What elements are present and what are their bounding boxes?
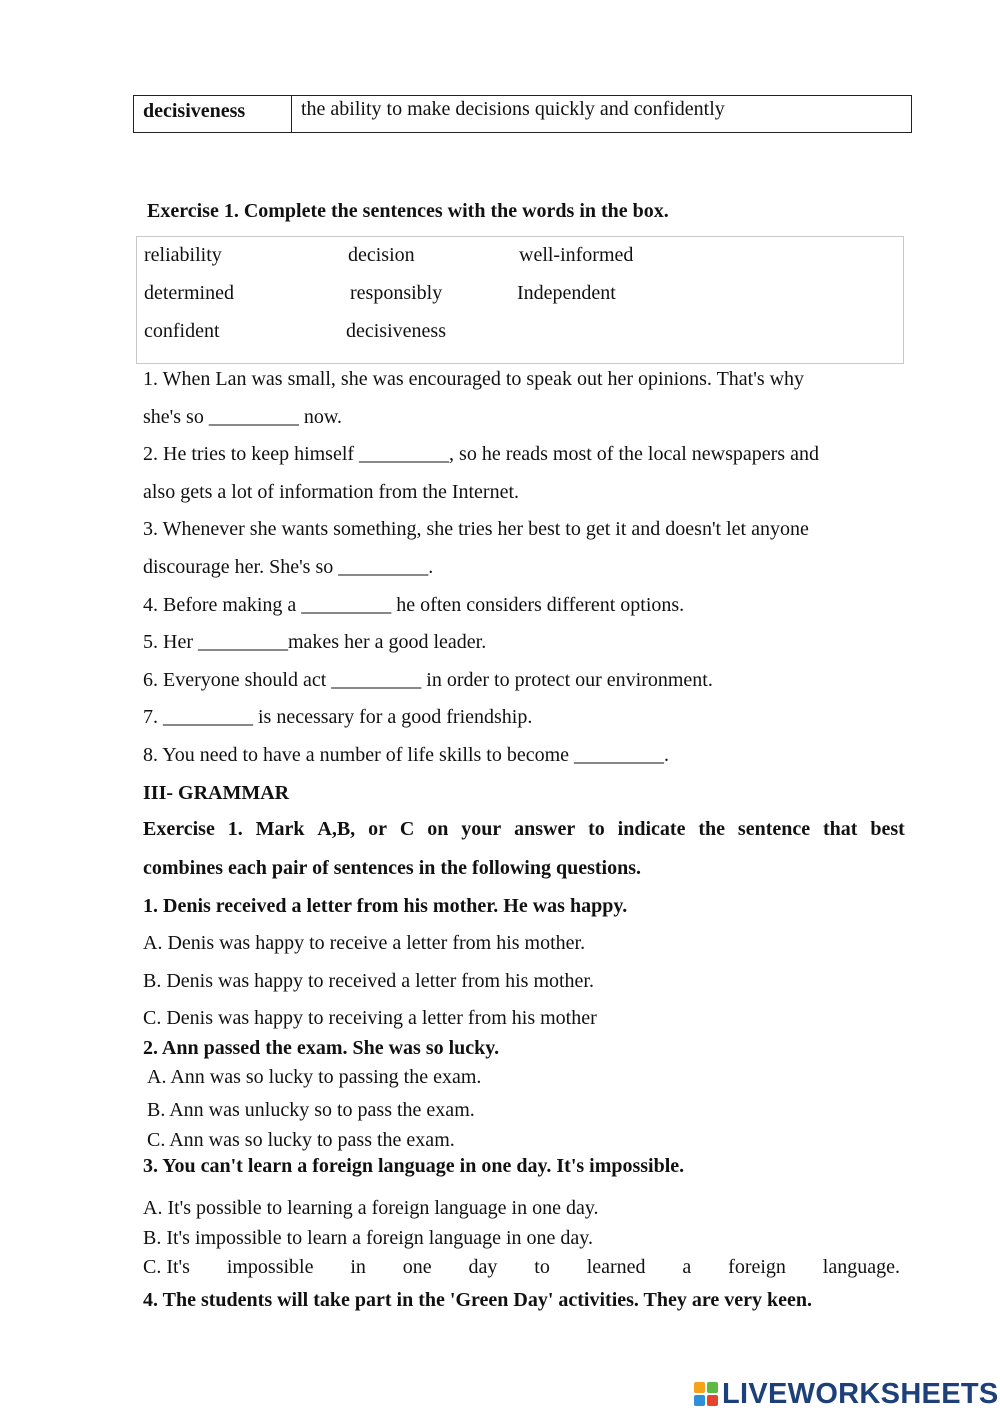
instruction-word: to	[588, 818, 605, 840]
liveworksheets-logo	[694, 1378, 999, 1410]
q3-option-a: A. It's possible to learning a foreign language in one day.	[143, 1197, 599, 1219]
instruction-word: A,B,	[317, 818, 356, 840]
word-item: confident	[144, 320, 220, 342]
question-2: 2. Ann passed the exam. She was so lucky.	[143, 1037, 500, 1059]
q3-option-c	[143, 1256, 900, 1279]
option-word: in	[350, 1256, 366, 1278]
option-word: to	[534, 1256, 550, 1278]
sentence-line: 6. Everyone should act _________ in order to protect our environment.	[143, 669, 713, 691]
instruction-word: 1.	[227, 818, 243, 840]
sentence-line: 7. _________ is necessary for a good friendship.	[143, 706, 533, 728]
q1-option-a: A. Denis was happy to receive a letter from his mother.	[143, 932, 586, 954]
option-word: foreign	[728, 1256, 786, 1278]
word-item: reliability	[144, 244, 222, 266]
word-item: well-informed	[519, 244, 634, 266]
q1-option-c: C. Denis was happy to receiving a letter from his mother	[143, 1007, 597, 1029]
option-word: C. It's	[143, 1256, 190, 1278]
q2-option-c: C. Ann was so lucky to pass the exam.	[147, 1129, 455, 1151]
table-divider	[291, 96, 292, 132]
instruction-word: C	[399, 818, 415, 840]
word-item: determined	[144, 282, 234, 304]
instruction-word: that	[823, 818, 858, 840]
logo-square	[694, 1395, 705, 1406]
sentence-line: 8. You need to have a number of life skills to become _________.	[143, 744, 670, 766]
q2-option-a: A. Ann was so lucky to passing the exam.	[147, 1066, 482, 1088]
question-3: 3. You can't learn a foreign language in one day. It's impossible.	[143, 1155, 685, 1177]
exercise1-title: Exercise 1. Complete the sentences with the words in the box.	[147, 200, 669, 222]
instruction-word: Mark	[255, 818, 305, 840]
sentence-line: 2. He tries to keep himself _________, so he reads most of the local newspapers and	[143, 443, 819, 465]
vocab-table	[133, 95, 912, 133]
instruction-word: or	[368, 818, 387, 840]
option-word: day	[468, 1256, 498, 1278]
question-1: 1. Denis received a letter from his mother. He was happy.	[143, 895, 628, 917]
option-word: language.	[822, 1256, 900, 1278]
option-word: impossible	[226, 1256, 314, 1278]
q2-option-b: B. Ann was unlucky so to pass the exam.	[147, 1099, 475, 1121]
sentence-line: discourage her. She's so _________.	[143, 556, 434, 578]
section-heading: III- GRAMMAR	[143, 782, 290, 804]
logo-square	[707, 1395, 718, 1406]
option-word: one	[402, 1256, 432, 1278]
sentence-line: 3. Whenever she wants something, she tries her best to get it and doesn't let anyone	[143, 518, 809, 540]
instruction-word: indicate	[617, 818, 686, 840]
word-item: decision	[348, 244, 415, 266]
logo-square	[694, 1382, 705, 1393]
instruction-word: on	[427, 818, 449, 840]
q1-option-b: B. Denis was happy to received a letter from his mother.	[143, 970, 594, 992]
logo-icon	[694, 1382, 718, 1406]
instruction-word: the	[698, 818, 726, 840]
instruction-word: best	[870, 818, 905, 840]
word-item: Independent	[517, 282, 616, 304]
sentence-line: she's so _________ now.	[143, 406, 342, 428]
instruction-word: your	[461, 818, 502, 840]
instruction-word: answer	[514, 818, 576, 840]
option-word: a	[682, 1256, 692, 1278]
vocab-term: decisiveness	[143, 100, 246, 122]
sentence-line: 1. When Lan was small, she was encouraged to speak out her opinions. That's why	[143, 368, 805, 390]
grammar-instruction-line2: combines each pair of sentences in the following questions.	[143, 857, 641, 879]
logo-square	[707, 1382, 718, 1393]
sentence-line: 5. Her _________makes her a good leader.	[143, 631, 487, 653]
instruction-word: sentence	[737, 818, 811, 840]
word-item: responsibly	[350, 282, 443, 304]
grammar-instruction-line1	[143, 818, 905, 841]
option-word: learned	[586, 1256, 646, 1278]
vocab-definition: the ability to make decisions quickly and confidently	[301, 98, 725, 120]
question-4: 4. The students will take part in the 'Green Day' activities. They are very keen.	[143, 1289, 813, 1311]
logo-text: LIVEWORKSHEETS	[722, 1377, 999, 1410]
instruction-word: Exercise	[143, 818, 215, 840]
q3-option-b: B. It's impossible to learn a foreign language in one day.	[143, 1227, 593, 1249]
word-box	[136, 236, 904, 364]
sentence-line: 4. Before making a _________ he often considers different options.	[143, 594, 685, 616]
sentence-line: also gets a lot of information from the Internet.	[143, 481, 520, 503]
word-item: decisiveness	[346, 320, 446, 342]
